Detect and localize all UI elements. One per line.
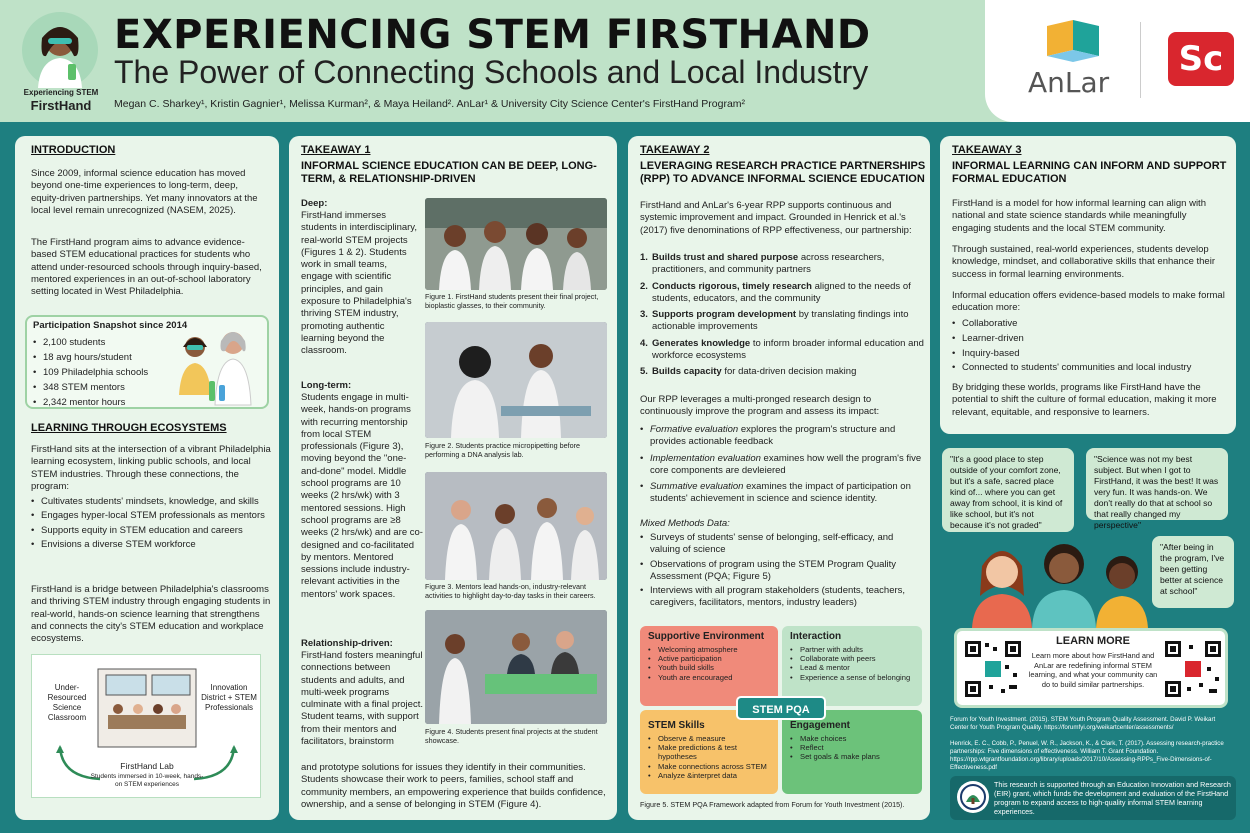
takeaway2-intro: FirstHand and AnLar's 6-year RPP supports continuous and systemic improvement and impact. Grounded in Henrick et al.'s (2017) five denominations of RPP effectiveness, our partnership: <box>640 200 912 236</box>
column-takeaway-2 <box>628 136 930 820</box>
pqa-interaction <box>782 626 922 706</box>
pqa-stem-skills <box>640 710 778 794</box>
figure-2-image <box>425 322 607 438</box>
qr-code-science-center-icon[interactable] <box>1163 639 1223 699</box>
evaluation-item: • Implementation evaluation examines how well the program's five core components are devleiered <box>640 453 924 478</box>
pqa-item: • Set goals & make plans <box>790 752 914 761</box>
dept-education-seal-icon <box>956 780 990 814</box>
takeaway3-paragraph-3: Informal education offers evidence-based models to make formal education more: <box>952 290 1225 314</box>
column-takeaway-1 <box>289 136 617 820</box>
takeaway2-title: LEVERAGING RESEARCH PRACTICE PARTNERSHIPS (RPP) TO ADVANCE INFORMAL SCIENCE EDUCATION <box>640 160 926 185</box>
figure-2-caption: Figure 2. Students practice micropipetting before performing a DNA analysis lab. <box>425 441 581 459</box>
long-term-heading: Long-term: <box>301 380 352 391</box>
snapshot-item: • 18 avg hours/student <box>33 350 163 365</box>
ecosystems-paragraph-1: FirstHand sits at the intersection of a vibrant Philadelphia learning ecosystem, linking public schools, and local STEM industries. Through these connections, the program: <box>31 444 271 492</box>
pqa-item: • Welcoming atmosphere <box>648 645 770 654</box>
figure-3-photo <box>425 472 607 580</box>
figure-4-photo <box>425 610 607 724</box>
figure-2-photo <box>425 322 607 438</box>
figure-1-caption: Figure 1. FirstHand students present their final project, bioplastic glasses, to their community. <box>425 292 599 310</box>
takeaway1-title: INFORMAL SCIENCE EDUCATION CAN BE DEEP, LONG-TERM, & RELATIONSHIP-DRIVEN <box>301 160 597 185</box>
deep-heading: Deep: <box>301 198 328 209</box>
formal-ed-item: • Collaborative <box>952 318 1228 330</box>
takeaway3-paragraph-2: Through sustained, real-world experiences, students develop knowledge, mindset, and collaborative skills that enhance their success in formal learning environments. <box>952 244 1215 280</box>
student-quote-2: "Science was not my best subject. But when I got to FirstHand, it was the best! It was very fun. It was hands-on. We don't really do that at school so that really changed my perspective" <box>1086 448 1228 520</box>
diagram-lab-label: FirstHand Lab <box>120 761 174 771</box>
formal-ed-item: • Learner-driven <box>952 333 1228 345</box>
rpp-item: 1. Builds trust and shared purpose across researchers, practitioners, and community partners <box>640 252 885 276</box>
figure-5-caption: Figure 5. STEM PQA Framework adapted from Forum for Youth Investment (2015). <box>640 800 905 809</box>
pqa-engagement <box>782 710 922 794</box>
long-term-text: Students engage in multi-week, hands-on programs with recurring mentorship from local STEM professionals (Figure 3), moving beyond the "one-and-done" model. Middle school programs are 10 weeks (2 hrs/wk) with 3 mentored sessions. High school programs are ≥8 weeks (2 hrs/wk) and are co-designed and co-facilitated by mentors. Mentored sessions include industry-relevant activities in the mentors' work spaces. <box>301 392 423 600</box>
mixed-methods-item: • Interviews with all program stakeholders (students, teachers, caregivers, facilitators, mentors, industry leaders) <box>640 585 924 610</box>
mixed-methods-item: • Surveys of students' sense of belonging, self-efficacy, and valuing of science <box>640 532 924 557</box>
student-quote-1: "It's a good place to step outside of your comfort zone, but it's a safe, sacred place kind of... where you can get away from school, it is kind of like school, but it's not because it's not graded" <box>942 448 1074 532</box>
pqa-item: • Partner with adults <box>790 645 914 654</box>
formal-ed-item: • Inquiry-based <box>952 348 1228 360</box>
pqa-item: • Youth are encouraged <box>648 673 770 682</box>
pqa-item: • Active participation <box>648 654 770 663</box>
logo-divider <box>1140 22 1141 98</box>
relationship-text-continued: and prototype solutions for issues they identify in their communities. Students showcase their work to peers, families, school staff and community members, an empowering experience that builds confidence, ownership, and a sense of belonging in STEM (Figure 4). <box>301 762 606 810</box>
participation-snapshot <box>25 315 269 409</box>
rpp-list <box>640 252 924 379</box>
evaluation-item: • Summative evaluation examines the impact of participation on students' achievement in science and science identity. <box>640 481 924 506</box>
snapshot-item: • 348 STEM mentors <box>33 380 163 395</box>
intro-paragraph-2: The FirstHand program aims to advance evidence-based STEM educational practices for students who attend under-resourced schools through inquiry-based, mentored experiences in an out-of-school laboratory setting located in West Philadelphia. <box>31 237 262 298</box>
pqa-center-label: STEM PQA <box>736 696 826 720</box>
takeaway2-label: TAKEAWAY 2 <box>640 144 710 156</box>
pqa-quadrant-title: Engagement <box>790 720 851 731</box>
poster-subtitle: The Power of Connecting Schools and Local Industry <box>114 54 869 90</box>
pqa-quadrant-title: STEM Skills <box>648 720 705 731</box>
diagram-lab-sublabel: Students immersed in 10-week, hands-on STEM experiences <box>90 773 204 788</box>
takeaway3-title: INFORMAL LEARNING CAN INFORM AND SUPPORT FORMAL EDUCATION <box>952 160 1227 185</box>
takeaway3-paragraph-1: FirstHand is a model for how informal learning can align with national and state science standards while meaningfully engaging students and the local STEM community. <box>952 198 1206 234</box>
diagram-industry-label: Innovation District + STEM Professionals <box>201 683 257 712</box>
snapshot-item: • 109 Philadelphia schools <box>33 365 163 380</box>
student-quote-3: "After being in the program, I've been getting better at science at school" <box>1152 536 1234 608</box>
formal-ed-item: • Connected to students' communities and local industry <box>952 362 1228 374</box>
takeaway3-paragraph-4: By bridging these worlds, programs like FirstHand have the potential to shift the culture of formal education, making it more relevant, equitable, and responsive to learners. <box>952 382 1217 418</box>
pqa-item: • Collaborate with peers <box>790 654 914 663</box>
diagram-classroom-label: Under-Resourced Science Classroom <box>47 683 87 722</box>
rpp-item: 2. Conducts rigorous, timely research aligned to the needs of students, educators, and the community <box>640 280 911 304</box>
rpp-item: 4. Generates knowledge to inform broader informal education and workforce ecosystems <box>640 337 924 362</box>
ecosystems-item: • Envisions a diverse STEM workforce <box>31 539 267 551</box>
logo-line1: Experiencing STEM <box>23 88 99 97</box>
ecosystem-diagram <box>31 654 261 798</box>
pqa-item: • Make choices <box>790 734 914 743</box>
funding-box <box>950 776 1236 820</box>
column-takeaway-3 <box>940 136 1236 434</box>
ecosystems-item: • Engages hyper-local STEM professionals as mentors <box>31 510 267 522</box>
relationship-heading: Relationship-driven: <box>301 638 393 649</box>
pqa-item: • Make connections across STEM <box>648 762 770 771</box>
anlar-wordmark: AnLar <box>1028 66 1110 99</box>
snapshot-item: • 2,100 students <box>33 335 163 350</box>
takeaway3-label: TAKEAWAY 3 <box>952 144 1022 156</box>
pqa-quadrant-title: Interaction <box>790 631 842 642</box>
stem-pqa-framework <box>640 626 922 794</box>
column-introduction <box>15 136 279 820</box>
pqa-item: • Make predictions & test hypotheses <box>648 743 770 761</box>
ecosystems-item: • Cultivates students' mindsets, knowledge, and skills <box>31 496 267 508</box>
reference-1: Forum for Youth Investment. (2015). STEM Youth Program Quality Assessment. David P. Weikart Center for Youth Program Quality. https://forumfyi.org/weikartcenter/assessments/ <box>950 716 1216 731</box>
intro-heading: INTRODUCTION <box>31 144 116 156</box>
figure-3-image <box>425 472 607 580</box>
reference-2: Henrick, E. C., Cobb, P., Penuel, W. R., Jackson, K., & Clark, T. (2017). Assessing research-practice partnerships: Five dimensions of effectiveness. William T. Grant Foundation. https://rpp.wtgrantfoundation.org/library/uploads/2017/10/Assessing-RPPs_Five-Dimensions-of-Effectiveness.pdf <box>950 740 1224 771</box>
rpp-item: 3. Supports program development by translating findings into actionable improvements <box>640 309 909 333</box>
pqa-item: • Observe & measure <box>648 734 770 743</box>
ecosystems-paragraph-2: FirstHand is a bridge between Philadelphia's classrooms and thriving STEM industry through engaging students in real-world, hands-on science learning that strengthens and connects the city's STEM education and workplace ecosystems. <box>31 584 271 645</box>
mixed-methods-heading: Mixed Methods Data: <box>640 518 730 529</box>
takeaway1-label: TAKEAWAY 1 <box>301 144 371 156</box>
funding-text: This research is supported through an Education Innovation and Research (EIR) grant, which funds the development and evaluation of the FirstHand program to expand access to high-quality informal STEM learning experiences. <box>994 780 1231 816</box>
snapshot-item: • 2,342 mentor hours <box>33 395 163 410</box>
pqa-supportive-environment <box>640 626 778 706</box>
intro-paragraph-1: Since 2009, informal science education has moved beyond one-time experiences to long-term, deep, equity-driven partnerships. Yet many innovators at the local level remain unrecognized (NASEM, 2025). <box>31 168 258 216</box>
lab-illustration <box>94 665 200 751</box>
poster-header <box>0 0 1250 122</box>
evaluation-item: • Formative evaluation explores the program's structure and provides actionable feedback <box>640 424 924 449</box>
science-center-logo: Sc <box>1168 32 1234 86</box>
authors-line: Megan C. Sharkey¹, Kristin Gagnier¹, Melissa Kurman², & Maya Heiland². AnLar¹ & University City Science Center's FirstHand Program² <box>114 98 746 110</box>
learn-more-box <box>954 628 1228 708</box>
qr-code-anlar-icon[interactable] <box>963 639 1023 699</box>
pqa-quadrant-title: Supportive Environment <box>648 631 765 642</box>
learn-more-text: Learn more about how FirstHand and AnLar are redefining informal STEM learning, and what your community can do to build similar partnerships. <box>1028 651 1158 689</box>
rpp-item: 5. Builds capacity for data-driven decision making <box>640 366 857 378</box>
figure-1-image <box>425 198 607 290</box>
pqa-item: • Reflect <box>790 743 914 752</box>
figure-4-image <box>425 610 607 724</box>
snapshot-title: Participation Snapshot since 2014 <box>33 320 188 331</box>
pqa-item: • Experience a sense of belonging <box>790 673 914 682</box>
scientists-illustration <box>173 325 267 407</box>
deep-text: FirstHand immerses students in interdisciplinary, real-world STEM projects (Figures 1 & 2). Students work in small teams, engage with scientific principles, and gain exposure to Philadelphia's thriving STEM industry, promoting authentic learning beyond the classroom. <box>301 210 417 357</box>
research-design-text: Our RPP leverages a multi-pronged research design to continuously improve the program and assess its impact: <box>640 394 880 418</box>
mixed-methods-item: • Observations of program using the STEM Program Quality Assessment (PQA; Figure 5) <box>640 559 924 584</box>
pqa-item: • Lead & mentor <box>790 663 914 672</box>
learn-more-title: LEARN MORE <box>1056 635 1130 647</box>
figure-4-caption: Figure 4. Students present final projects at the student showcase. <box>425 727 598 745</box>
relationship-text: FirstHand fosters meaningful connections between students and adults, and multi-week programs culminate with a final project. Student teams, with support from their mentors and facilitators, brainstorm <box>301 650 423 748</box>
figure-1-photo <box>425 198 607 290</box>
ecosystems-heading: LEARNING THROUGH ECOSYSTEMS <box>31 422 227 434</box>
pqa-item: • Youth build skills <box>648 663 770 672</box>
students-illustration <box>962 536 1152 628</box>
pqa-item: • Analyze &interpret data <box>648 771 770 780</box>
ecosystems-item: • Supports equity in STEM education and careers <box>31 525 267 537</box>
figure-3-caption: Figure 3. Mentors lead hands-on, industry-relevant activities to highlight day-to-day tasks in their careers. <box>425 582 596 600</box>
poster-title: EXPERIENCING STEM FIRSTHAND <box>114 12 871 58</box>
logo-line2: FirstHand <box>30 98 92 113</box>
